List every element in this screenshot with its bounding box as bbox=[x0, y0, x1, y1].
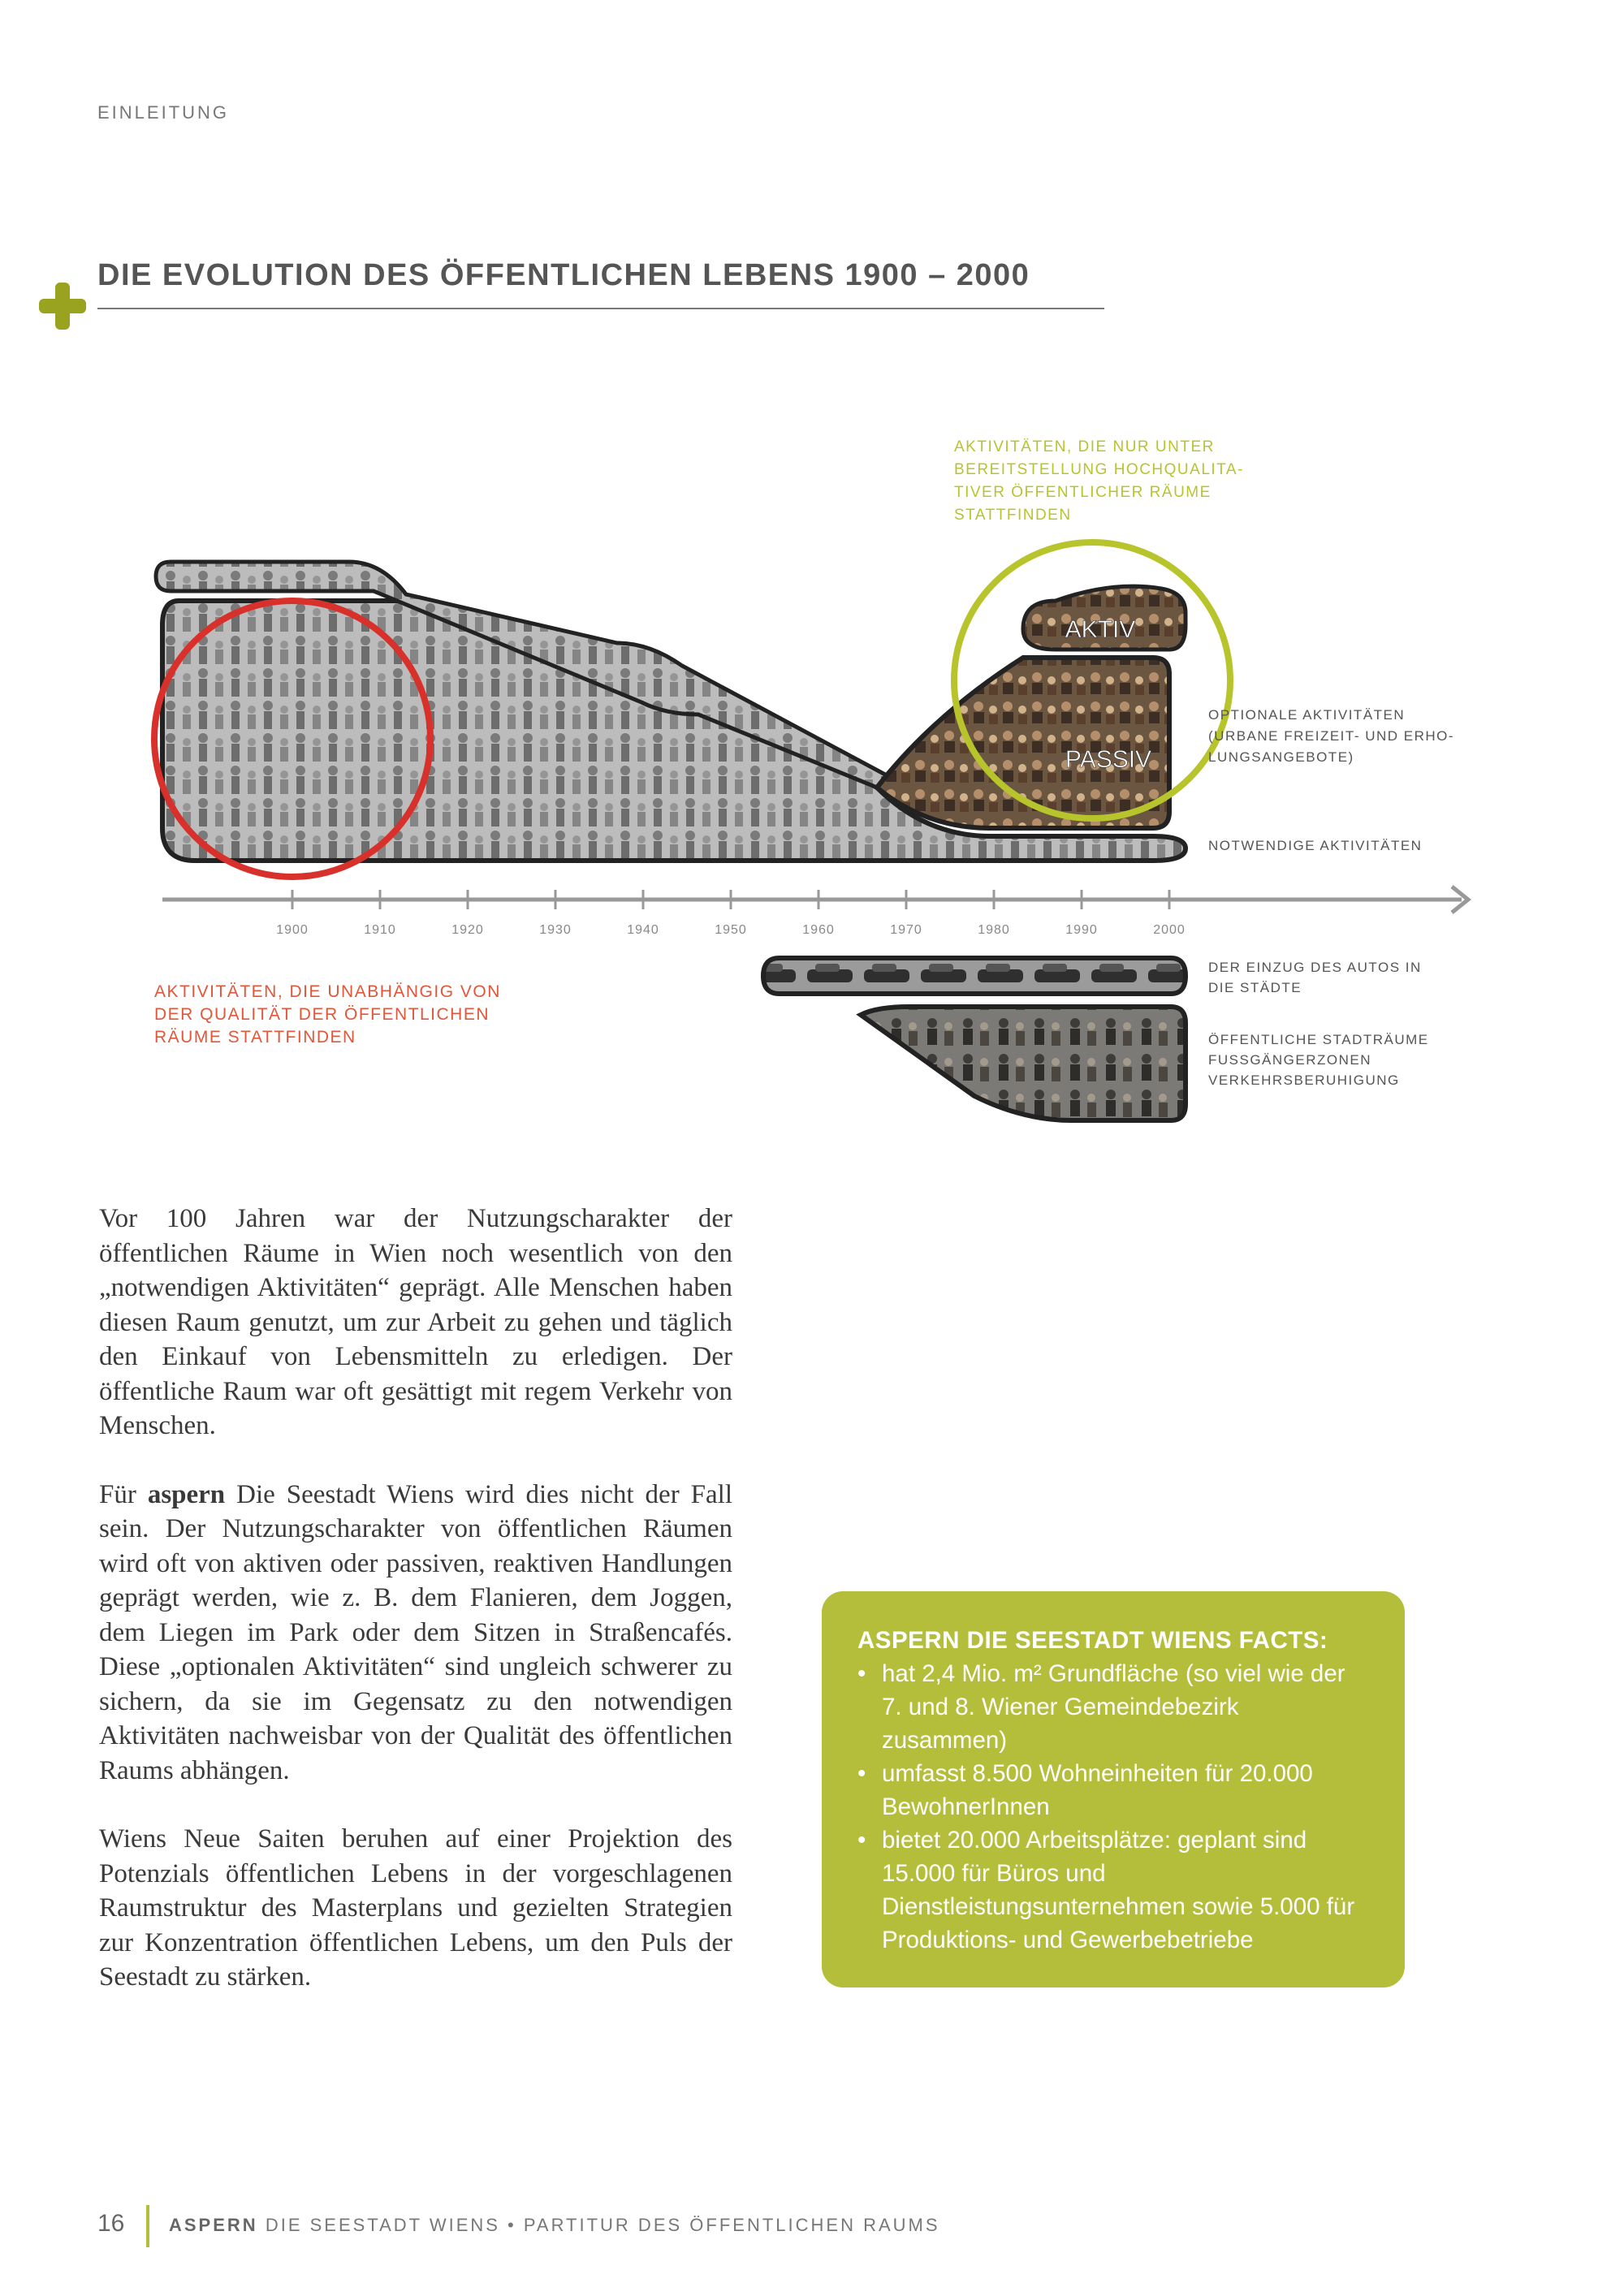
public-label-line-3: VERKEHRSBERUHIGUNG bbox=[1208, 1072, 1400, 1088]
independent-label-line-1: AKTIVITÄTEN, DIE UNABHÄNGIG VON bbox=[154, 982, 501, 1001]
optional-label-line-2: (URBANE FREIZEIT- UND ERHO- bbox=[1208, 728, 1455, 744]
top-label-line-1: AKTIVITÄTEN, DIE NUR UNTER bbox=[954, 438, 1215, 455]
year-label: 1950 bbox=[715, 923, 747, 937]
year-label: 1940 bbox=[627, 923, 659, 937]
evolution-infographic bbox=[65, 406, 1559, 1177]
plus-icon bbox=[37, 281, 88, 331]
optional-label-line-3: LUNGSANGEBOTE) bbox=[1208, 749, 1354, 765]
paragraph-3: Wiens Neue Saiten beruhen auf einer Projektion des Potenzials öffentlichen Lebens in der vorgeschlagenen Raumstruktur des Masterplans und gezielten Strategien zur Konzentration öffentlichen Lebens, um den Puls der Seestadt zu stärken. bbox=[99, 1824, 732, 1992]
facts-item: • hat 2,4 Mio. m² Grundfläche (so viel wie der 7. und 8. Wiener Gemeindebezirk zusammen) bbox=[857, 1657, 1369, 1757]
optional-label-line-1: OPTIONALE AKTIVITÄTEN bbox=[1208, 707, 1406, 723]
year-label: 1980 bbox=[978, 923, 1010, 937]
public-label-line-2: FUSSGÄNGERZONEN bbox=[1208, 1052, 1372, 1068]
year-label: 1990 bbox=[1065, 923, 1098, 937]
footer-brand: ASPERN bbox=[169, 2215, 258, 2235]
auto-label-line-2: DIE STÄDTE bbox=[1208, 980, 1302, 995]
year-label: 1930 bbox=[539, 923, 572, 937]
auto-band bbox=[763, 958, 1186, 994]
facts-list bbox=[857, 1657, 1369, 1957]
year-label: 1920 bbox=[451, 923, 484, 937]
year-label: 1900 bbox=[276, 923, 309, 937]
independent-label-line-2: DER QUALITÄT DER ÖFFENTLICHEN bbox=[154, 1005, 490, 1024]
independent-label-line-3: RÄUME STATTFINDEN bbox=[154, 1028, 356, 1047]
year-label: 2000 bbox=[1153, 923, 1186, 937]
auto-label-line-1: DER EINZUG DES AUTOS IN bbox=[1208, 960, 1422, 975]
year-label: 1960 bbox=[802, 923, 835, 937]
top-label-line-4: STATTFINDEN bbox=[954, 507, 1072, 524]
necessary-label: NOTWENDIGE AKTIVITÄTEN bbox=[1208, 838, 1423, 853]
facts-title: ASPERN DIE SEESTADT WIENS FACTS: bbox=[857, 1627, 1328, 1654]
top-label-line-2: BEREITSTELLUNG HOCHQUALITA- bbox=[954, 461, 1244, 478]
paragraph-2: Für aspern Die Seestadt Wiens wird dies nicht der Fall sein. Der Nutzungscharakter von öffentlichen Räumen wird oft von aktiven oder passiven, reaktiven Handlungen geprägt werden, wie z. B. dem Flanieren, dem Joggen, dem Liegen im Park oder dem Sitzen in Straßencafés. Diese „optionalen Aktivitäten“ sind ungleich schwerer zu sichern, da sie im Gegensatz zu den notwendigen Aktivitäten nachweisbar von der Qualität des öffentlichen Raums abhängen. bbox=[99, 1479, 732, 1785]
top-label-line-3: TIVER ÖFFENTLICHER RÄUME bbox=[954, 484, 1212, 501]
body-text bbox=[99, 1202, 732, 2029]
footer-divider bbox=[146, 2205, 149, 2247]
public-label-line-1: ÖFFENTLICHE STADTRÄUME bbox=[1208, 1032, 1429, 1047]
facts-item: • umfasst 8.500 Wohneinheiten für 20.000 BewohnerInnen bbox=[857, 1757, 1369, 1823]
year-label: 1910 bbox=[364, 923, 396, 937]
page-number: 16 bbox=[97, 2210, 125, 2237]
facts-box bbox=[822, 1591, 1405, 1987]
facts-item: • bietet 20.000 Arbeitsplätze: geplant sind 15.000 für Büros und Dienstleistungsunternehmen sowie 5.000 für Produktions- und Gewerbebetriebe bbox=[857, 1823, 1369, 1957]
page-title: DIE EVOLUTION DES ÖFFENTLICHEN LEBENS 1900 – 2000 bbox=[97, 258, 1104, 309]
passiv-label: PASSIV bbox=[1065, 746, 1152, 773]
aspern-bold: aspern bbox=[147, 1479, 226, 1509]
year-label: 1970 bbox=[890, 923, 922, 937]
aktiv-label: AKTIV bbox=[1065, 616, 1136, 643]
paragraph-1: Vor 100 Jahren war der Nutzungscharakter der öffentlichen Räume in Wien noch wesentlich von den „notwendigen Aktivitäten“ geprägt. Alle Menschen haben diesen Raum genutzt, um zur Arbeit zu gehen und täglich den Einkauf von Lebensmitteln zu erledigen. Der öffentliche Raum war oft gesättigt mit regem Verkehr von Menschen. bbox=[99, 1204, 732, 1440]
footer-text bbox=[169, 2215, 940, 2236]
footer-subtitle: DIE SEESTADT WIENS • PARTITUR DES ÖFFENTLICHEN RAUMS bbox=[265, 2215, 940, 2235]
section-label: EINLEITUNG bbox=[97, 102, 230, 123]
public-space-band bbox=[861, 1007, 1186, 1120]
